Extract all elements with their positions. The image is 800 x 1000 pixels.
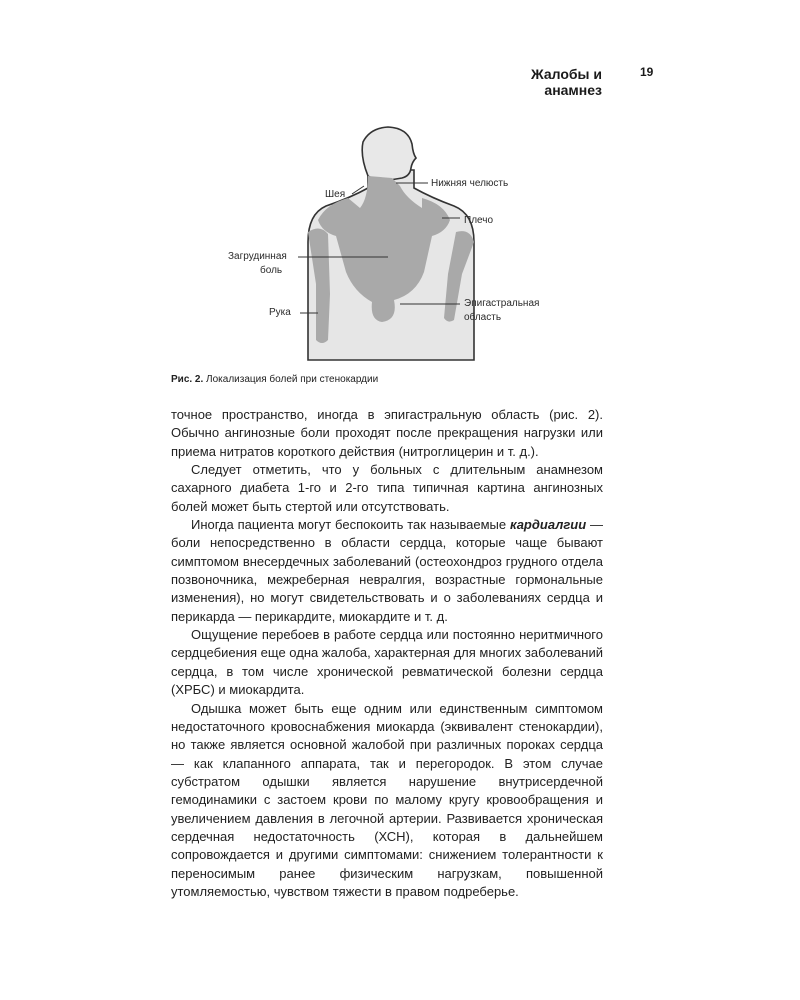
label-chest-line1: Загрудинная — [228, 251, 287, 262]
label-neck: Шея — [325, 189, 346, 200]
paragraph-3-end: — боли непосредственно в области сердца, которые чаще бывают симптомом внесердечных заболеваний (остеохондроз грудного отдела позвоночника, межреберная невралгия, возрастные гормональные изменения), но могут свидетельствовать и о заболеваниях сердца и перикарда — перикардите, миокардите и т. д. — [171, 517, 603, 624]
running-header: Жалобы и анамнез — [531, 66, 602, 98]
paragraph-1: точное пространство, иногда в эпигастральную область (рис. 2). Обычно ангинозные боли проходят после прекращения нагрузки или приема нитратов короткого действия (нитроглицерин и т. д.). — [171, 407, 603, 459]
body-silhouette-diagram — [222, 124, 562, 364]
label-shoulder: Плечо — [464, 215, 494, 226]
head-silhouette — [362, 127, 416, 180]
angina-pain-figure — [222, 124, 562, 364]
body-text — [171, 406, 603, 901]
label-jaw: Нижняя челюсть — [431, 178, 509, 189]
caption-label: Рис. 2. — [171, 374, 204, 385]
paragraph-5: Одышка может быть еще одним или единственным симптомом недостаточного кровоснабжения миокарда (эквивалент стенокардии), но также является основной жалобой при различных пороках сердца — как клапанного аппарата, так и перегородок. В этом случае субстратом одышки является нарушение внутрисердечной гемодинамики с застоем крови по малому кругу кровообращения и увеличением давления в легочной артерии. Развивается хроническая сердечная недостаточность (ХСН), которая в дальнейшем сопровождается и другими симптомами: снижением толерантности к переносимым ранее физическим нагрузкам, повышенной утомляемостью, чувством тяжести в правом подреберье. — [171, 700, 603, 899]
label-epigastric-line1: Эпигастральная — [464, 298, 540, 309]
label-chest-line2: боль — [260, 265, 283, 276]
label-epigastric-line2: область — [464, 312, 502, 323]
term-cardialgia: кардиалгии — [509, 517, 587, 533]
figure-caption — [171, 374, 378, 385]
paragraph-4: Ощущение перебоев в работе сердца или постоянно неритмичного сердцебиения еще одна жалоба, характерная для многих заболеваний сердца, в том числе хронической ревматической болезни сердца (ХРБС) и миокардита. — [171, 627, 603, 698]
caption-text: Локализация болей при стенокардии — [203, 374, 379, 385]
paragraph-2: Следует отметить, что у больных с длительным анамнезом сахарного диабета 1-го и 2-го типа типичная картина ангинозных болей может быть стертой или отсутствовать. — [171, 462, 603, 514]
page-number: 19 — [640, 65, 654, 79]
paragraph-3-start: Иногда пациента могут беспокоить так называемые — [191, 517, 510, 533]
label-arm: Рука — [269, 307, 291, 318]
paragraph-3 — [171, 516, 603, 626]
